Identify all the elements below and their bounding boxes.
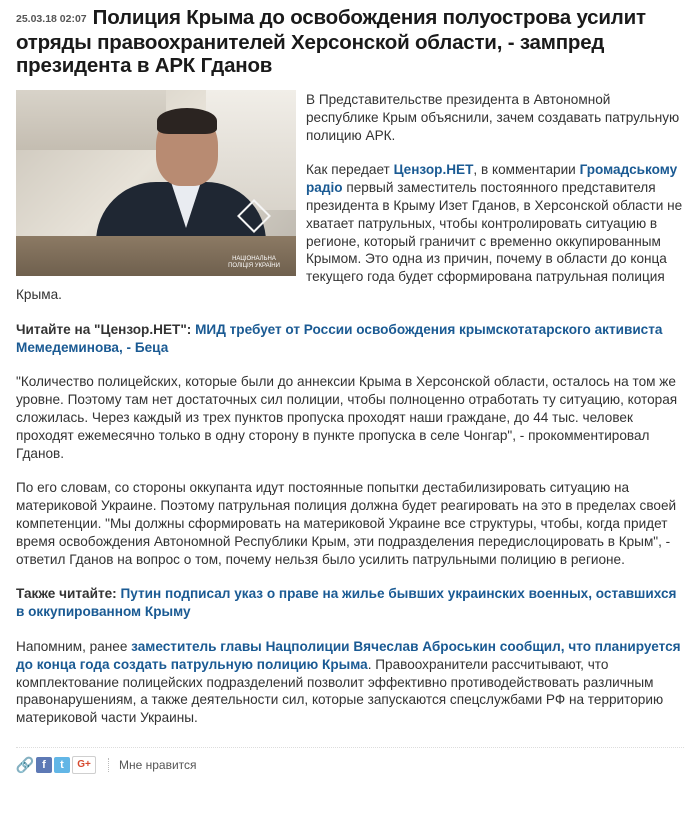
headline-text: Полиция Крыма до освобождения полуострова усилит отряды правоохранителей Херсонской области, - зампред президента в АРК Гданов — [16, 6, 646, 77]
paragraph-intro: В Представительстве президента в Автономной республике Крым объяснили, зачем создавать патрульную полицию АРК. — [306, 92, 680, 143]
article-headline — [16, 6, 684, 77]
link-icon[interactable]: 🔗 — [15, 756, 35, 774]
share-bar — [16, 747, 684, 774]
read-also-label-2: Также читайте: — [16, 586, 117, 602]
read-also-1 — [16, 321, 684, 357]
google-plus-icon[interactable]: G+ — [72, 756, 96, 774]
photo-caption: НАЦІОНАЛЬНА ПОЛІЦІЯ УКРАЇНИ — [228, 256, 280, 269]
facebook-icon[interactable]: f — [36, 757, 52, 773]
share-divider — [108, 758, 110, 772]
link-hromadske-radio[interactable]: Громадському радіо — [306, 162, 678, 196]
read-also-link-1[interactable]: МИД требует от России освобождения крымскотатарского активиста Мемедеминова, - Беца — [16, 321, 663, 355]
paragraph-reminder: Напомним, ранее заместитель главы Нацполиции Вячеслав Аброськин сообщил, что планируется до конца года создать патрульную полицию Крыма. Правоохранители рассчитывают, что комплектование полицейских подразделений позволит эффективно противодействовать различным правонарушениям, а также деятельности сил, которые запускаются спецслужбами РФ на территорию материковой части Украины. — [16, 638, 681, 726]
paragraph-quote: "Количество полицейских, которые были до аннексии Крыма в Херсонской области, осталось на том же уровне. Поэтому там нет достаточных сил полиции, чтобы полноценно отработать ту ситуацию, которая сложилась. Через каждый из трех пунктов пропуска проходят наши граждане, до 44 тыс. человек проходят ежемесячно только в одну сторону в пункте пропуска в селе Чонгар", - прокомментировал Гданов. — [16, 374, 678, 461]
twitter-icon[interactable]: t — [54, 757, 70, 773]
article-date: 25.03.18 02:07 — [16, 13, 87, 25]
like-button[interactable]: Мне нравится — [119, 757, 197, 772]
article-body — [16, 77, 684, 727]
link-censor-net[interactable]: Цензор.НЕТ — [393, 162, 474, 178]
paragraph-source: Как передает Цензор.НЕТ, в комментарии Громадському радіо первый заместитель постоянного представителя президента в Крыму Изет Гданов, в Херсонской области не хватает патрульных, чтобы контролировать ситуацию в регионе, который граничит с временно оккупированным Крымом. Это одна из причин, почему в области до конца текущего года будет сформирована патрульная полиция Крыма. — [16, 162, 683, 302]
article-photo[interactable] — [16, 90, 296, 276]
read-also-label: Читайте на "Цензор.НЕТ": — [16, 321, 192, 337]
read-also-link-2[interactable]: Путин подписал указ о праве на жилье бывших украинских военных, оставшихся в оккупированном Крыму — [16, 586, 677, 620]
paragraph-occupant: По его словам, со стороны оккупанта идут постоянные попытки дестабилизировать ситуацию на материковой Украине. Поэтому патрульная полиция должна будет реагировать на это в пределах своей компетенции. "Мы должны сформировать на материковой Украине все структуры, чтобы, когда придет время освобождения Автономной Республики Крым, эти подразделения передислоцировать в Крым", - ответил Гданов на вопрос о том, почему нельзя было усилить патрульными полицию в регионе. — [16, 480, 677, 567]
link-abroskin[interactable]: заместитель главы Нацполиции Вячеслав Аброськин сообщил, что планируется до конца года создать патрульную полицию Крыма — [16, 638, 681, 672]
read-also-2 — [16, 585, 684, 621]
